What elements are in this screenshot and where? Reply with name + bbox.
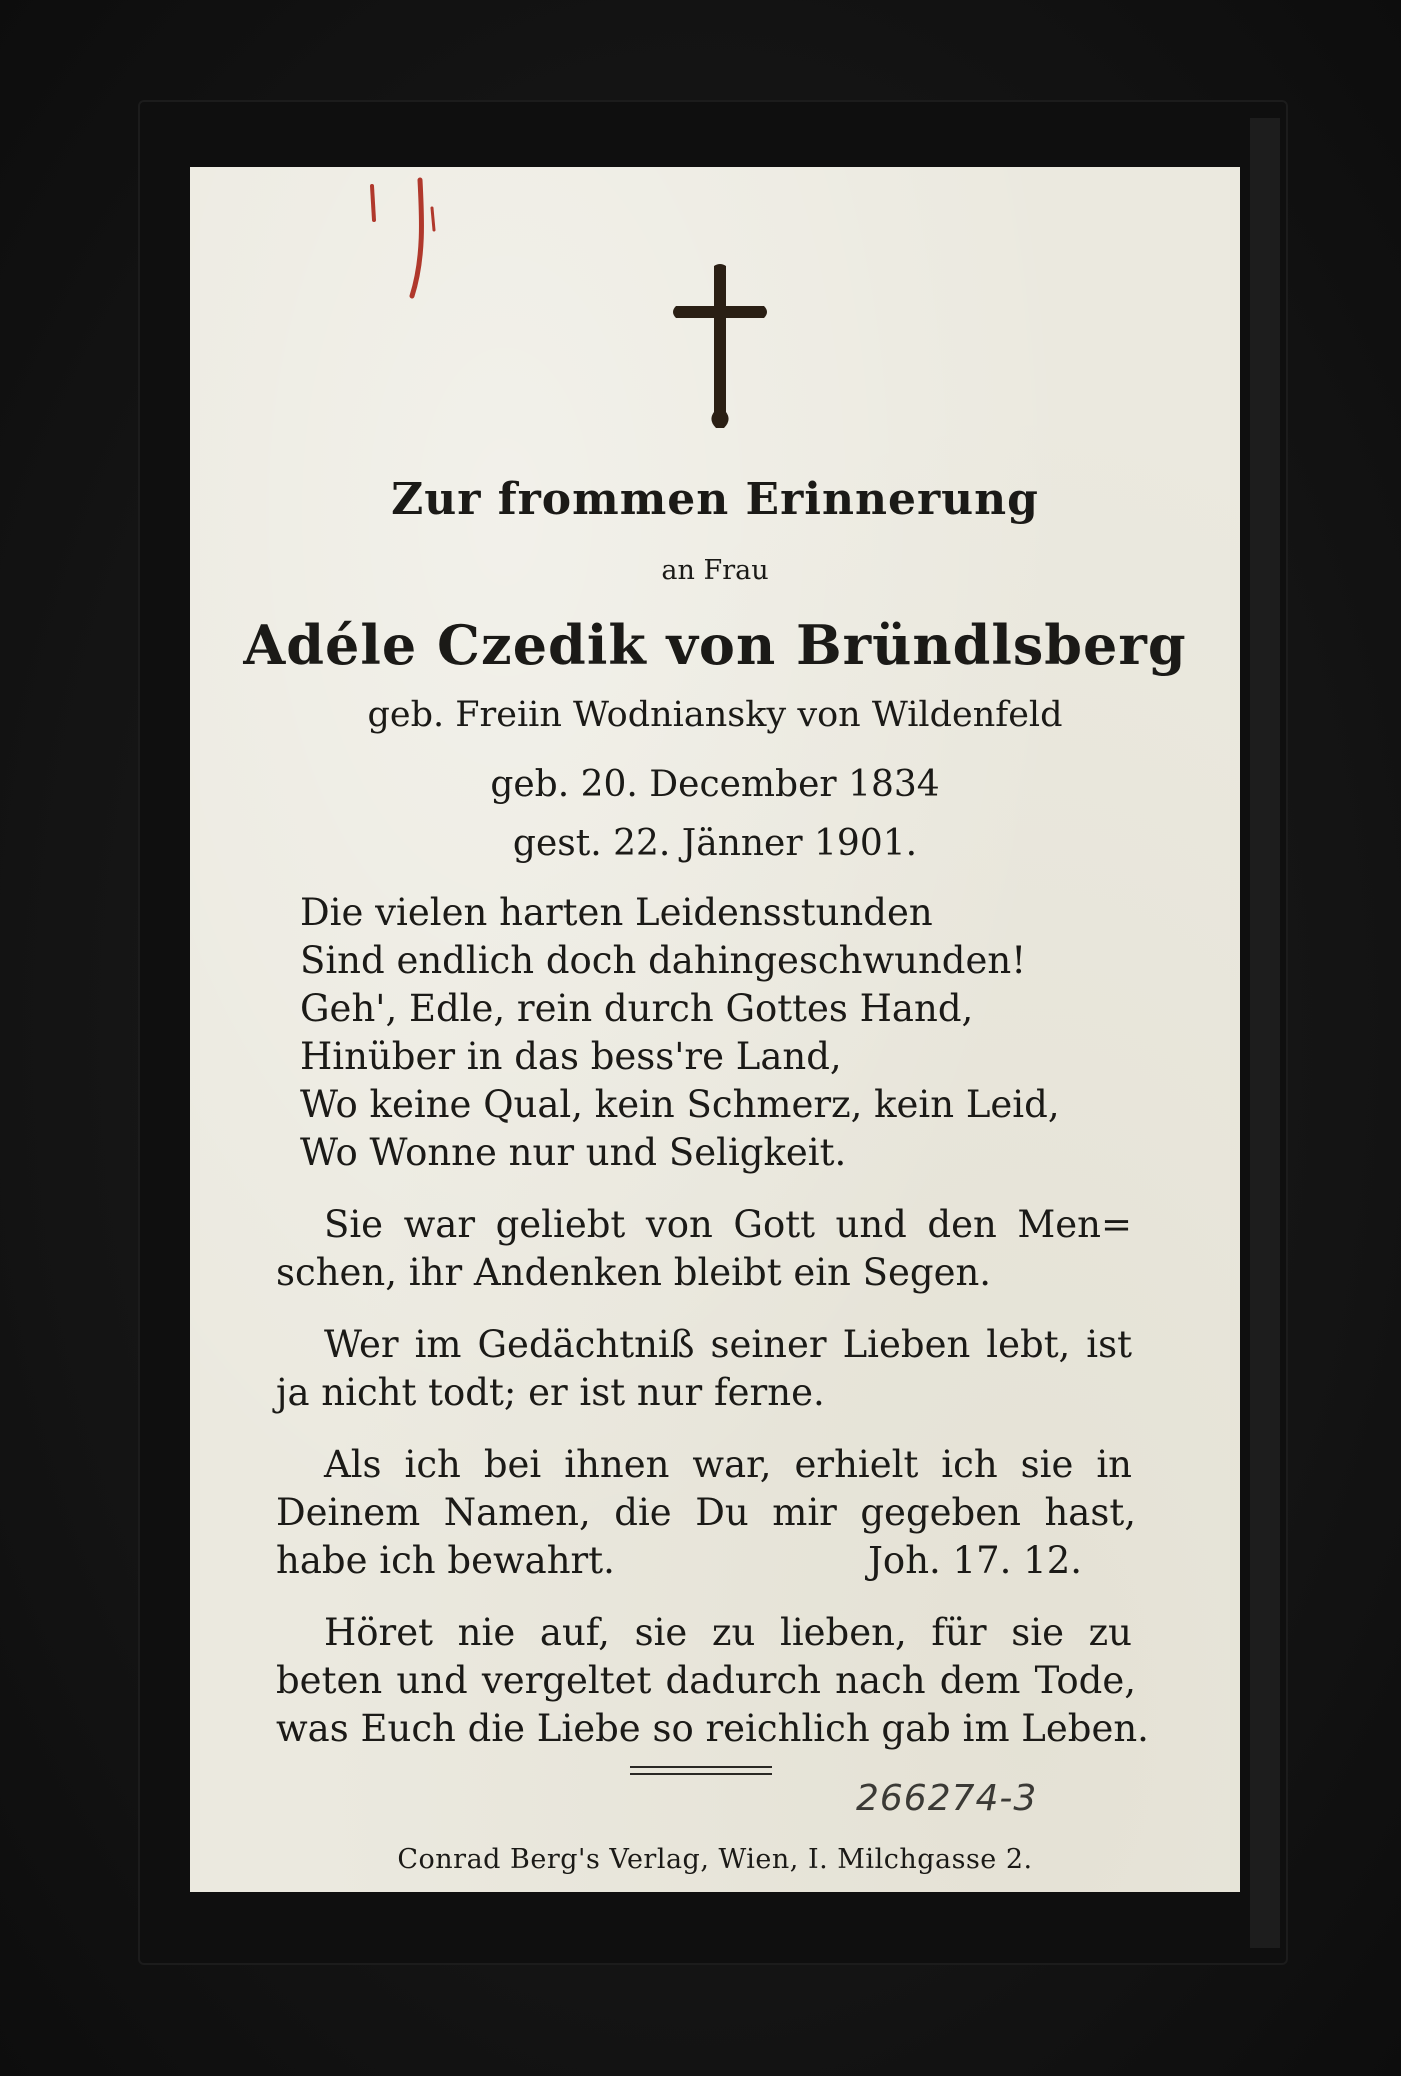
paragraph-line: was Euch die Liebe so reichlich gab im Leben.: [276, 1707, 1149, 1750]
paragraph-line: habe ich bewahrt.: [276, 1539, 615, 1582]
paragraph-line: Deinem Namen, die Du mir gegeben hast,: [276, 1491, 1136, 1534]
maiden-name: geb. Freiin Wodniansky von Wildenfeld: [367, 695, 1063, 735]
poem-line: Geh', Edle, rein durch Gottes Hand,: [300, 987, 974, 1030]
latin-cross-icon: [670, 262, 770, 432]
double-rule-divider: [630, 1766, 772, 1778]
paragraph-line: Wer im Gedächtniß seiner Lieben lebt, ist: [324, 1323, 1132, 1366]
border-edge-shading: [1250, 118, 1280, 1948]
poem-line: Hinüber in das bess're Land,: [300, 1035, 842, 1078]
poem-line: Sind endlich doch dahingeschwunden!: [300, 939, 1027, 982]
birth-date: geb. 20. December 1834: [490, 764, 940, 805]
handwritten-catalog-number: 266274-3: [856, 1778, 1038, 1819]
red-ink-marks-icon: [360, 168, 450, 308]
poem-line: Die vielen harten Leidensstunden: [300, 891, 933, 934]
death-date: gest. 22. Jänner 1901.: [512, 823, 918, 864]
publisher-imprint: Conrad Berg's Verlag, Wien, I. Milchgasse 2.: [397, 1844, 1033, 1875]
paragraph-line: Als ich bei ihnen war, erhielt ich sie in: [324, 1443, 1132, 1486]
poem-line: Wo keine Qual, kein Schmerz, kein Leid,: [300, 1083, 1060, 1126]
deceased-name: Adéle Czedik von Bründlsberg: [243, 613, 1187, 677]
paragraph-line: ja nicht todt; er ist nur ferne.: [276, 1371, 825, 1414]
paragraph-line-with-reference: [276, 1539, 1136, 1582]
paragraph-line: schen, ihr Andenken bleibt ein Segen.: [276, 1251, 992, 1294]
paragraph-line: beten und vergeltet dadurch nach dem Tode,: [276, 1659, 1136, 1702]
scripture-reference: Joh. 17. 12.: [868, 1539, 1082, 1582]
an-frau-label: an Frau: [661, 555, 769, 586]
card-heading: Zur frommen Erinnerung: [391, 474, 1039, 525]
poem-line: Wo Wonne nur und Seligkeit.: [300, 1131, 847, 1174]
paragraph-line: Höret nie auf, sie zu lieben, für sie zu: [324, 1611, 1132, 1654]
paragraph-line: Sie war geliebt von Gott und den Men=: [324, 1203, 1132, 1246]
